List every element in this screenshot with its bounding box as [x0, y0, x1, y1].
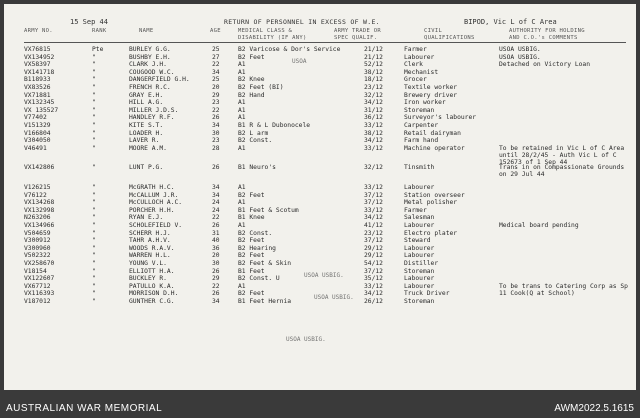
cell-medical-class: A1 — [238, 61, 246, 69]
cell-army-number: V76122 — [24, 191, 47, 199]
cell-army-trade: 31/12 — [364, 106, 383, 114]
cell-rank: " — [92, 61, 96, 69]
cell-age: 28 — [212, 144, 220, 152]
cell-name: ELLIOTT H.A. — [129, 267, 175, 275]
cell-authority-comment: To be trans to Catering Corp as Sp 11 Cook(Q at School) — [499, 282, 628, 297]
cell-age: 40 — [212, 237, 220, 245]
cell-army-number: V300960 — [24, 244, 51, 252]
cell-civil-qualification: Farmer — [404, 206, 427, 214]
cell-army-number: VX67712 — [24, 282, 51, 290]
cell-civil-qualification: Farm hand — [404, 137, 439, 145]
cell-authority-comment: USOA USBIG. — [499, 46, 541, 53]
cell-authority-comment: To be retained in Vic L of C Area until 28/2/45 - Auth Vic L of C 152673 of 1 Sep 44 — [499, 144, 625, 166]
cell-civil-qualification: Surveyor's labourer — [404, 114, 477, 122]
cell-civil-qualification: Labourer — [404, 184, 435, 191]
cell-civil-qualification: Storeman — [404, 106, 435, 114]
cell-name: TAHR A.H.V. — [129, 237, 171, 245]
cell-name: MILLER J.D.S. — [129, 106, 179, 114]
cell-army-trade: 18/12 — [364, 76, 383, 84]
cell-rank: " — [92, 267, 96, 275]
cell-name: McCULLOCH A.C. — [129, 199, 183, 207]
cell-medical-class: A1 — [238, 184, 246, 191]
cell-rank: " — [92, 298, 96, 305]
cell-civil-qualification: Truck Driver — [404, 290, 450, 298]
cell-name: LAVER R. — [129, 137, 160, 145]
cell-rank: " — [92, 260, 96, 267]
cell-civil-qualification: Farmer — [404, 46, 427, 53]
cell-rank: " — [92, 290, 96, 298]
cell-army-trade: 29/12 — [364, 244, 383, 252]
table-row — [4, 46, 636, 53]
cell-medical-class: B1 Knee — [238, 214, 265, 222]
col-army-trade: ARMY TRADE OR SPEC QUALIF. — [334, 28, 381, 41]
cell-army-number: VX83526 — [24, 84, 51, 91]
cell-medical-class: A1 — [238, 99, 246, 107]
cell-name: SCHOLEFIELD V. — [129, 222, 183, 229]
cell-army-trade: 33/12 — [364, 206, 383, 214]
cell-name: RYAN E.J. — [129, 214, 164, 222]
cell-name: HILL A.G. — [129, 99, 164, 107]
cell-army-trade: 37/12 — [364, 191, 383, 199]
cell-army-number: VX132345 — [24, 99, 55, 107]
cell-civil-qualification: Labourer — [404, 252, 435, 260]
table-row — [4, 164, 636, 179]
cell-civil-qualification: Labourer — [404, 282, 435, 290]
cell-civil-qualification: Carpenter — [404, 122, 439, 129]
table-row — [4, 130, 636, 137]
table-row — [4, 214, 636, 221]
cell-civil-qualification: Labourer — [404, 275, 435, 283]
table-row — [4, 260, 636, 267]
cell-rank: " — [92, 191, 96, 199]
cell-army-trade: 37/12 — [364, 237, 383, 245]
cell-army-number: VX 135527 — [24, 106, 59, 114]
cell-rank: " — [92, 106, 96, 114]
cell-medical-class: B1 Feet & Scotum — [238, 206, 299, 214]
cell-army-trade: 36/12 — [364, 114, 383, 122]
cell-rank: " — [92, 164, 96, 172]
cell-name: YOUNG V.L. — [129, 260, 167, 267]
cell-army-number: VX134966 — [24, 222, 55, 229]
cell-civil-qualification: Clerk — [404, 61, 423, 69]
cell-army-number: VX132998 — [24, 206, 55, 214]
cell-name: WOODS R.A.V. — [129, 244, 175, 252]
table-row — [4, 207, 636, 214]
table-row — [4, 84, 636, 91]
cell-civil-qualification: Grocer — [404, 76, 427, 84]
cell-age: 25 — [212, 46, 220, 53]
cell-army-trade: 21/12 — [364, 53, 383, 61]
cell-civil-qualification: Storeman — [404, 298, 435, 305]
stamp-3: USOA USBIG. — [314, 294, 354, 301]
cell-army-number: V304050 — [24, 137, 51, 145]
col-name: NAME — [139, 28, 154, 34]
cell-rank: " — [92, 76, 96, 84]
cell-army-number: V300912 — [24, 237, 51, 245]
cell-medical-class: A1 — [238, 106, 246, 114]
cell-name: McGRATH H.C. — [129, 184, 175, 191]
cell-army-number: V502322 — [24, 252, 51, 260]
cell-authority-comment: Detached on Victory Loan — [499, 61, 590, 69]
cell-medical-class: B2 Const. — [238, 229, 273, 237]
cell-age: 34 — [212, 68, 220, 76]
cell-army-number: V77402 — [24, 114, 47, 122]
cell-civil-qualification: Brewery driver — [404, 91, 458, 99]
cell-medical-class: B2 Knee — [238, 76, 265, 84]
cell-rank: " — [92, 214, 96, 222]
cell-army-trade: 33/12 — [364, 282, 383, 290]
cell-name: BUSHBY E.H. — [129, 53, 171, 61]
cell-army-trade: 35/12 — [364, 275, 383, 283]
cell-age: 26 — [212, 222, 220, 229]
cell-civil-qualification: Machine operator — [404, 144, 465, 152]
cell-age: 27 — [212, 53, 220, 61]
cell-age: 23 — [212, 99, 220, 107]
cell-name: PATULLO K.A. — [129, 282, 175, 290]
cell-medical-class: B2 Const. — [238, 137, 273, 145]
cell-army-number: VX141718 — [24, 68, 55, 76]
cell-army-trade: 21/12 — [364, 46, 383, 53]
cell-name: WARREN H.L. — [129, 252, 171, 260]
cell-name: HANDLEY R.F. — [129, 114, 175, 122]
cell-rank: " — [92, 84, 96, 91]
cell-age: 22 — [212, 106, 220, 114]
cell-age: 22 — [212, 282, 220, 290]
cell-rank: " — [92, 206, 96, 214]
document-unit: BIPOD, Vic L of C Area — [464, 18, 557, 26]
cell-civil-qualification: Distiller — [404, 260, 439, 267]
cell-civil-qualification: Labourer — [404, 222, 435, 229]
table-row — [4, 192, 636, 199]
table-row — [4, 54, 636, 61]
cell-rank: " — [92, 222, 96, 229]
col-civil: CIVIL QUALIFICATIONS — [424, 28, 475, 41]
cell-medical-class: B2 Hand — [238, 91, 265, 99]
cell-name: McCALLUM J.R. — [129, 191, 179, 199]
col-age: AGE — [210, 28, 221, 34]
cell-medical-class: B2 Feet — [238, 290, 265, 298]
cell-medical-class: B2 L arm — [238, 129, 269, 137]
cell-civil-qualification: Mechanist — [404, 68, 439, 76]
cell-age: 24 — [212, 199, 220, 207]
cell-age: 22 — [212, 214, 220, 222]
cell-medical-class: B2 Feet — [238, 237, 265, 245]
cell-rank: " — [92, 137, 96, 145]
cell-age: 30 — [212, 129, 220, 137]
cell-name: FRENCH R.C. — [129, 84, 171, 91]
cell-age: 29 — [212, 275, 220, 283]
cell-name: KITE S.T. — [129, 122, 164, 129]
cell-army-trade: 32/12 — [364, 164, 383, 172]
cell-medical-class: B2 Varicose & Dor's Service — [238, 46, 341, 53]
cell-rank: Pte — [92, 46, 104, 53]
col-authority: AUTHORITY FOR HOLDING AND C.O.'s COMMENTS — [509, 28, 585, 41]
cell-name: DANGERFIELD G.H. — [129, 76, 190, 84]
cell-medical-class: A1 — [238, 114, 246, 122]
cell-army-trade: 52/12 — [364, 61, 383, 69]
cell-army-trade: 23/12 — [364, 84, 383, 91]
cell-army-number: VX142806 — [24, 164, 55, 172]
cell-name: LOADER H. — [129, 129, 164, 137]
cell-age: 26 — [212, 164, 220, 172]
cell-medical-class: A1 — [238, 144, 246, 152]
cell-army-trade: 54/12 — [364, 260, 383, 267]
cell-age: 22 — [212, 61, 220, 69]
cell-age: 26 — [212, 290, 220, 298]
cell-medical-class: B1 Feet — [238, 267, 265, 275]
table-row — [4, 92, 636, 99]
cell-name: GRAY E.H. — [129, 91, 164, 99]
cell-army-number: VX122607 — [24, 275, 55, 283]
cell-name: CLARK J.H. — [129, 61, 167, 69]
document-title: RETURN OF PERSONNEL IN EXCESS OF W.E. — [224, 18, 380, 26]
table-row — [4, 61, 636, 68]
cell-army-trade: 38/12 — [364, 129, 383, 137]
cell-age: 20 — [212, 84, 220, 91]
cell-army-number: VX134268 — [24, 199, 55, 207]
cell-army-number: VX134952 — [24, 53, 55, 61]
col-rank: RANK — [92, 28, 107, 34]
cell-civil-qualification: Storeman — [404, 267, 435, 275]
table-row — [4, 199, 636, 206]
cell-army-trade: 33/12 — [364, 122, 383, 129]
cell-army-trade: 34/12 — [364, 214, 383, 222]
cell-rank: " — [92, 252, 96, 260]
cell-army-trade: 34/12 — [364, 290, 383, 298]
cell-civil-qualification: Salesman — [404, 214, 435, 222]
cell-medical-class: B1 R & L Dubonocele — [238, 122, 311, 129]
table-row — [4, 122, 636, 129]
table-row — [4, 137, 636, 144]
cell-medical-class: B2 Feet (BI) — [238, 84, 284, 91]
cell-name: SCHERR H.J. — [129, 229, 171, 237]
cell-rank: " — [92, 282, 96, 290]
cell-army-trade: 33/12 — [364, 144, 383, 152]
table-row — [4, 230, 636, 237]
cell-civil-qualification: Electro plater — [404, 229, 458, 237]
table-row — [4, 114, 636, 121]
cell-medical-class: B2 Feet — [238, 53, 265, 61]
cell-rank: " — [92, 184, 96, 191]
cell-name: BURLEY G.G. — [129, 46, 171, 53]
cell-rank: " — [92, 199, 96, 207]
cell-civil-qualification: Labourer — [404, 53, 435, 61]
cell-rank: " — [92, 229, 96, 237]
cell-medical-class: B2 Feet — [238, 191, 265, 199]
cell-army-number: V187012 — [24, 298, 51, 305]
cell-civil-qualification: Iron worker — [404, 99, 446, 107]
cell-age: 34 — [212, 191, 220, 199]
table-row — [4, 252, 636, 259]
cell-army-number: V504659 — [24, 229, 51, 237]
cell-army-number: VX116393 — [24, 290, 55, 298]
table-row — [4, 144, 636, 166]
cell-rank: " — [92, 114, 96, 122]
cell-age: 29 — [212, 91, 220, 99]
document-page — [4, 4, 636, 390]
stamp-1: USOA — [292, 58, 307, 65]
table-row — [4, 245, 636, 252]
cell-age: 26 — [212, 114, 220, 122]
cell-age: 36 — [212, 244, 220, 252]
cell-rank: " — [92, 244, 96, 252]
cell-name: BUCKLEY R. — [129, 275, 167, 283]
cell-medical-class: B2 Hearing — [238, 244, 276, 252]
stamp-4: USOA USBIG. — [286, 336, 326, 343]
cell-army-number: VX58397 — [24, 61, 51, 69]
cell-medical-class: B2 Feet & Skin — [238, 260, 292, 267]
cell-medical-class: A1 — [238, 68, 246, 76]
cell-rank: " — [92, 237, 96, 245]
cell-army-number: VX71881 — [24, 91, 51, 99]
cell-civil-qualification: Steward — [404, 237, 431, 245]
cell-civil-qualification: Textile worker — [404, 84, 458, 91]
cell-army-number: VX258670 — [24, 260, 55, 267]
cell-rank: " — [92, 144, 96, 152]
cell-age: 34 — [212, 184, 220, 191]
cell-authority-comment: Trans in on Compassionate Grounds on 29 Jul 44 — [499, 164, 625, 179]
cell-civil-qualification: Metal polisher — [404, 199, 458, 207]
footer-accession: AWM2022.5.1615 — [554, 403, 634, 414]
cell-army-trade: 41/12 — [364, 222, 383, 229]
header-rule — [24, 42, 626, 43]
cell-army-number: V46491 — [24, 144, 47, 152]
cell-age: 26 — [212, 267, 220, 275]
cell-age: 34 — [212, 122, 220, 129]
cell-army-number: V151329 — [24, 122, 51, 129]
cell-authority-comment: Medical board pending — [499, 222, 579, 229]
cell-army-number: N263206 — [24, 214, 51, 222]
cell-rank: " — [92, 91, 96, 99]
cell-army-trade: 34/12 — [364, 99, 383, 107]
cell-medical-class: B2 Const. U — [238, 275, 280, 283]
cell-rank: " — [92, 129, 96, 137]
cell-army-number: V18154 — [24, 267, 47, 275]
cell-army-number: VX76815 — [24, 46, 51, 53]
stamp-2: USOA USBIG. — [304, 272, 344, 279]
cell-medical-class: A1 — [238, 282, 246, 290]
cell-name: GUNTHER C.G. — [129, 298, 175, 305]
cell-civil-qualification: Labourer — [404, 244, 435, 252]
cell-medical-class: B2 Feet — [238, 252, 265, 260]
col-medical: MEDICAL CLASS & DISABILITY (IF ANY) — [238, 28, 307, 41]
cell-army-trade: 37/12 — [364, 267, 383, 275]
document-date: 15 Sep 44 — [70, 18, 108, 26]
cell-medical-class: A1 — [238, 222, 246, 229]
table-row — [4, 76, 636, 83]
cell-army-trade: 33/12 — [364, 184, 383, 191]
footer-bar — [0, 400, 640, 418]
table-row — [4, 237, 636, 244]
cell-age: 30 — [212, 260, 220, 267]
cell-civil-qualification: Station overseer — [404, 191, 465, 199]
cell-army-trade: 29/12 — [364, 252, 383, 260]
cell-age: 25 — [212, 76, 220, 84]
cell-name: MOORE A.M. — [129, 144, 167, 152]
cell-age: 23 — [212, 137, 220, 145]
cell-medical-class: B1 Neuro's — [238, 164, 276, 172]
cell-rank: " — [92, 53, 96, 61]
cell-rank: " — [92, 122, 96, 129]
cell-rank: " — [92, 68, 96, 76]
cell-medical-class: A1 — [238, 199, 246, 207]
cell-name: MORRISON D.H. — [129, 290, 179, 298]
cell-army-trade: 23/12 — [364, 229, 383, 237]
cell-civil-qualification: Tinsmith — [404, 164, 435, 172]
cell-name: PORCHER H.H. — [129, 206, 175, 214]
cell-civil-qualification: Retail dairyman — [404, 129, 461, 137]
cell-medical-class: B1 Feet Hernia — [238, 298, 292, 305]
cell-army-number: V126215 — [24, 184, 51, 191]
cell-name: COUGOOD W.C. — [129, 68, 175, 76]
cell-army-trade: 34/12 — [364, 137, 383, 145]
cell-rank: " — [92, 275, 96, 283]
cell-age: 34 — [212, 298, 220, 305]
cell-army-trade: 37/12 — [364, 199, 383, 207]
table-row — [4, 222, 636, 229]
table-row — [4, 69, 636, 76]
cell-army-number: V166804 — [24, 129, 51, 137]
cell-authority-comment: USOA USBIG. — [499, 53, 541, 61]
cell-army-trade: 32/12 — [364, 91, 383, 99]
col-army-no: ARMY NO. — [24, 28, 53, 34]
cell-age: 20 — [212, 252, 220, 260]
cell-name: LUNT P.G. — [129, 164, 164, 172]
table-row — [4, 184, 636, 191]
table-row — [4, 99, 636, 106]
cell-army-trade: 26/12 — [364, 298, 383, 305]
footer-institution: AUSTRALIAN WAR MEMORIAL — [6, 403, 163, 414]
cell-rank: " — [92, 99, 96, 107]
cell-age: 24 — [212, 206, 220, 214]
table-row — [4, 107, 636, 114]
cell-age: 31 — [212, 229, 220, 237]
cell-army-number: B118933 — [24, 76, 51, 84]
cell-army-trade: 38/12 — [364, 68, 383, 76]
